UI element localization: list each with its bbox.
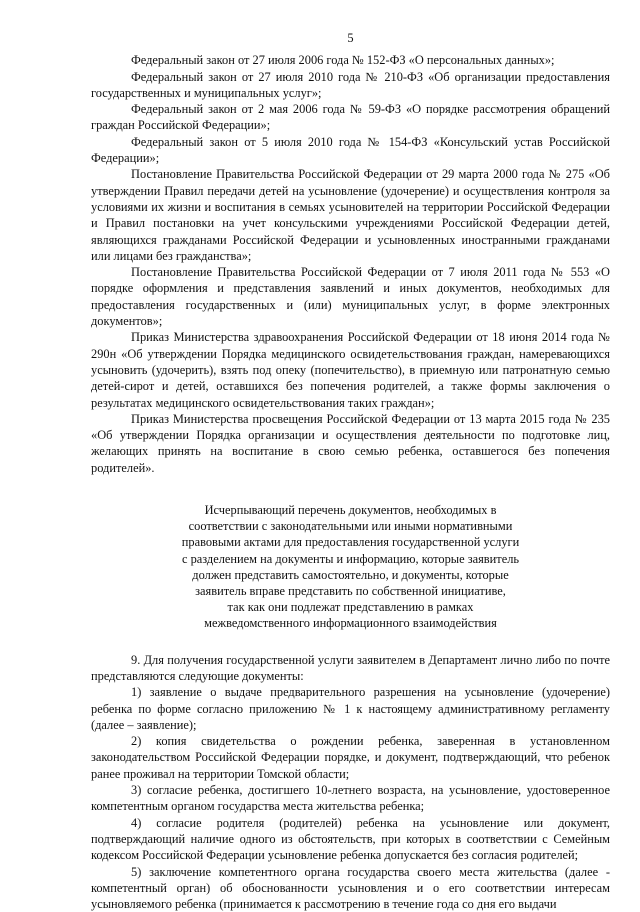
law-item: Постановление Правительства Российской Федерации от 7 июля 2011 года № 553 «О порядке оформления и представления заявлений и иных документов, необходимых для предоставления государственных и (или) муниципальных услуг, в форме электронных документов»; (91, 264, 610, 329)
heading-line: с разделением на документы и информацию, которые заявитель (151, 551, 550, 567)
documents-list (91, 652, 610, 912)
legal-basis-list (91, 52, 610, 476)
heading-line: Исчерпывающий перечень документов, необходимых в (151, 502, 550, 518)
heading-line: соответствии с законодательными или иными нормативными (151, 518, 550, 534)
document-item: 1) заявление о выдаче предварительного разрешения на усыновление (удочерение) ребенка по форме согласно приложению № 1 к настоящему административному регламенту (далее – заявление); (91, 684, 610, 733)
section-heading (151, 502, 550, 632)
heading-line: межведомственного информационного взаимодействия (151, 615, 550, 631)
document-item: 5) заключение компетентного органа государства своего места жительства (далее - компетентный орган) об обоснованности усыновления и о его соответствии интересам усыновляемого ребенка (принимается к рассмотрению в течение года со дня его выдачи (91, 864, 610, 912)
law-item: Федеральный закон от 27 июля 2006 года № 152-ФЗ «О персональных данных»; (91, 52, 610, 68)
document-item: 2) копия свидетельства о рождении ребенка, заверенная в установленном законодательством Российской Федерации порядке, и документ, подтверждающий, что ребенок ранее проживал на территории Томской области; (91, 733, 610, 782)
law-item: Постановление Правительства Российской Федерации от 29 марта 2000 года № 275 «Об утверждении Правил передачи детей на усыновление (удочерение) и осуществления контроля за условиями их жизни и воспитания в семьях усыновителей на территории Российской Федерации и Правил постановки на учет консульскими учреждениями Российской Федерации детей, являющихся гражданами Российской Федерации и усыновленных иностранными гражданами или лицами без гражданства»; (91, 166, 610, 264)
heading-line: должен представить самостоятельно, и документы, которые (151, 567, 550, 583)
document-item: 3) согласие ребенка, достигшего 10-летнего возраста, на усыновление, удостоверенное компетентным органом государства места жительства ребенка; (91, 782, 610, 815)
heading-line: заявитель вправе представить по собственной инициативе, (151, 583, 550, 599)
page-number: 5 (91, 30, 610, 46)
heading-line: так как они подлежат представлению в рамках (151, 599, 550, 615)
law-item: Федеральный закон от 27 июля 2010 года № 210-ФЗ «Об организации предоставления государственных и муниципальных услуг»; (91, 69, 610, 102)
law-item: Приказ Министерства здравоохранения Российской Федерации от 18 июня 2014 года № 290н «Об утверждении Порядка медицинского освидетельствования граждан, намеревающихся усыновить (удочерить), взять под опеку (попечительство), в приемную или патронатную семью детей-сирот и детей, оставшихся без попечения родителей, а также формы заключения о результатах медицинского освидетельствования таких граждан»; (91, 329, 610, 410)
law-item: Федеральный закон от 2 мая 2006 года № 59-ФЗ «О порядке рассмотрения обращений граждан Российской Федерации»; (91, 101, 610, 134)
law-item: Приказ Министерства просвещения Российской Федерации от 13 марта 2015 года № 235 «Об утверждении Порядка организации и осуществления деятельности по подготовке лиц, желающих принять на воспитание в свою семью ребенка, оставшегося без попечения родителей». (91, 411, 610, 476)
law-item: Федеральный закон от 5 июля 2010 года № 154-ФЗ «Консульский устав Российской Федерации»; (91, 134, 610, 167)
document-item: 4) согласие родителя (родителей) ребенка на усыновление или документ, подтверждающий наличие одного из обстоятельств, при которых в соответствии с Семейным кодексом Российской Федерации усыновление ребенка допускается без согласия родителей; (91, 815, 610, 864)
paragraph-9: 9. Для получения государственной услуги заявителем в Департамент лично либо по почте представляются следующие документы: (91, 652, 610, 685)
heading-line: правовыми актами для предоставления государственной услуги (151, 534, 550, 550)
